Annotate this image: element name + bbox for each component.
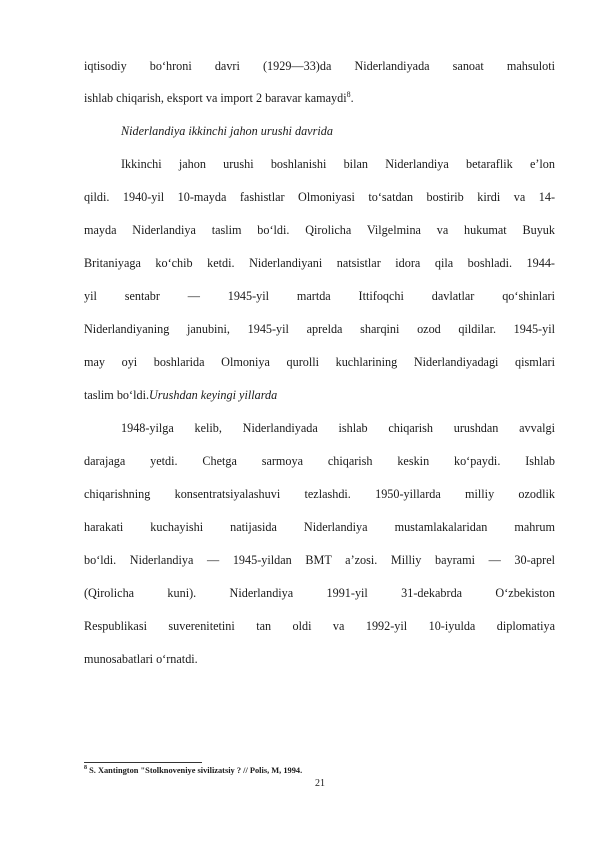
body-line-14: chiqarishning konsentratsiyalashuvi tezlashdi. 1950-yillarda milliy ozodlik xyxy=(84,487,555,501)
footnote-number: 8 xyxy=(84,765,87,772)
body-line-18: Respublikasi suverenitetini tan oldi va 1992-yil 10-iyulda diplomatiya xyxy=(84,619,555,633)
body-line-9: Niderlandiyaning janubini, 1945-yil aprelda sharqini ozod qildilar. 1945-yil xyxy=(84,322,555,336)
body-line-11-text: taslim bo‘ldi. xyxy=(84,388,149,402)
section-heading-postwar: Urushdan keyingi yillarda xyxy=(149,388,278,402)
body-line-13: darajaga yetdi. Chetga sarmoya chiqarish keskin ko‘paydi. Ishlab xyxy=(84,454,555,468)
body-line-2-text: ishlab chiqarish, eksport va import 2 baravar kamaydi xyxy=(84,91,347,105)
section-heading-ww2: Niderlandiya ikkinchi jahon urushi davrida xyxy=(121,124,333,138)
body-line-7: Britaniyaga ko‘chib ketdi. Niderlandiyani natsistlar idora qila boshladi. 1944- xyxy=(84,256,555,270)
body-line-15: harakati kuchayishi natijasida Niderlandiya mustamlakalaridan mahrum xyxy=(84,520,555,534)
body-line-17: (Qirolicha kuni). Niderlandiya 1991-yil 31-dekabrda O‘zbekiston xyxy=(84,586,555,600)
footnote xyxy=(84,766,302,776)
footnote-divider xyxy=(84,762,202,763)
body-line-11 xyxy=(84,387,555,403)
page-number: 21 xyxy=(315,778,325,789)
body-line-2-period: . xyxy=(350,91,354,105)
body-line-5: qildi. 1940-yil 10-mayda fashistlar Olmoniyasi to‘satdan bostirib kirdi va 14- xyxy=(84,190,555,204)
body-line-19: munosabatlari o‘rnatdi. xyxy=(84,652,198,666)
body-line-8: yil sentabr — 1945-yil martda Ittifoqchi davlatlar qo‘shinlari xyxy=(84,289,555,303)
body-line-12: 1948-yilga kelib, Niderlandiyada ishlab chiqarish urushdan avvalgi xyxy=(121,421,555,435)
footnote-text: S. Xantington "Stolknoveniye sivilizatsiy ? // Polis, M, 1994. xyxy=(87,766,303,775)
body-line-2 xyxy=(84,90,555,106)
footnote-reference[interactable]: 8 xyxy=(346,89,351,99)
body-line-6: mayda Niderlandiya taslim bo‘ldi. Qirolicha Vilgelmina va hukumat Buyuk xyxy=(84,223,555,237)
body-line-10: may oyi boshlarida Olmoniya qurolli kuchlarining Niderlandiyadagi qismlari xyxy=(84,355,555,369)
body-line-1: iqtisodiy bo‘hroni davri (1929—33)da Niderlandiyada sanoat mahsuloti xyxy=(84,59,555,73)
body-line-4: Ikkinchi jahon urushi boshlanishi bilan Niderlandiya betaraflik e’lon xyxy=(121,157,555,171)
body-line-16: bo‘ldi. Niderlandiya — 1945-yildan BMT a’zosi. Milliy bayrami — 30-aprel xyxy=(84,553,555,567)
